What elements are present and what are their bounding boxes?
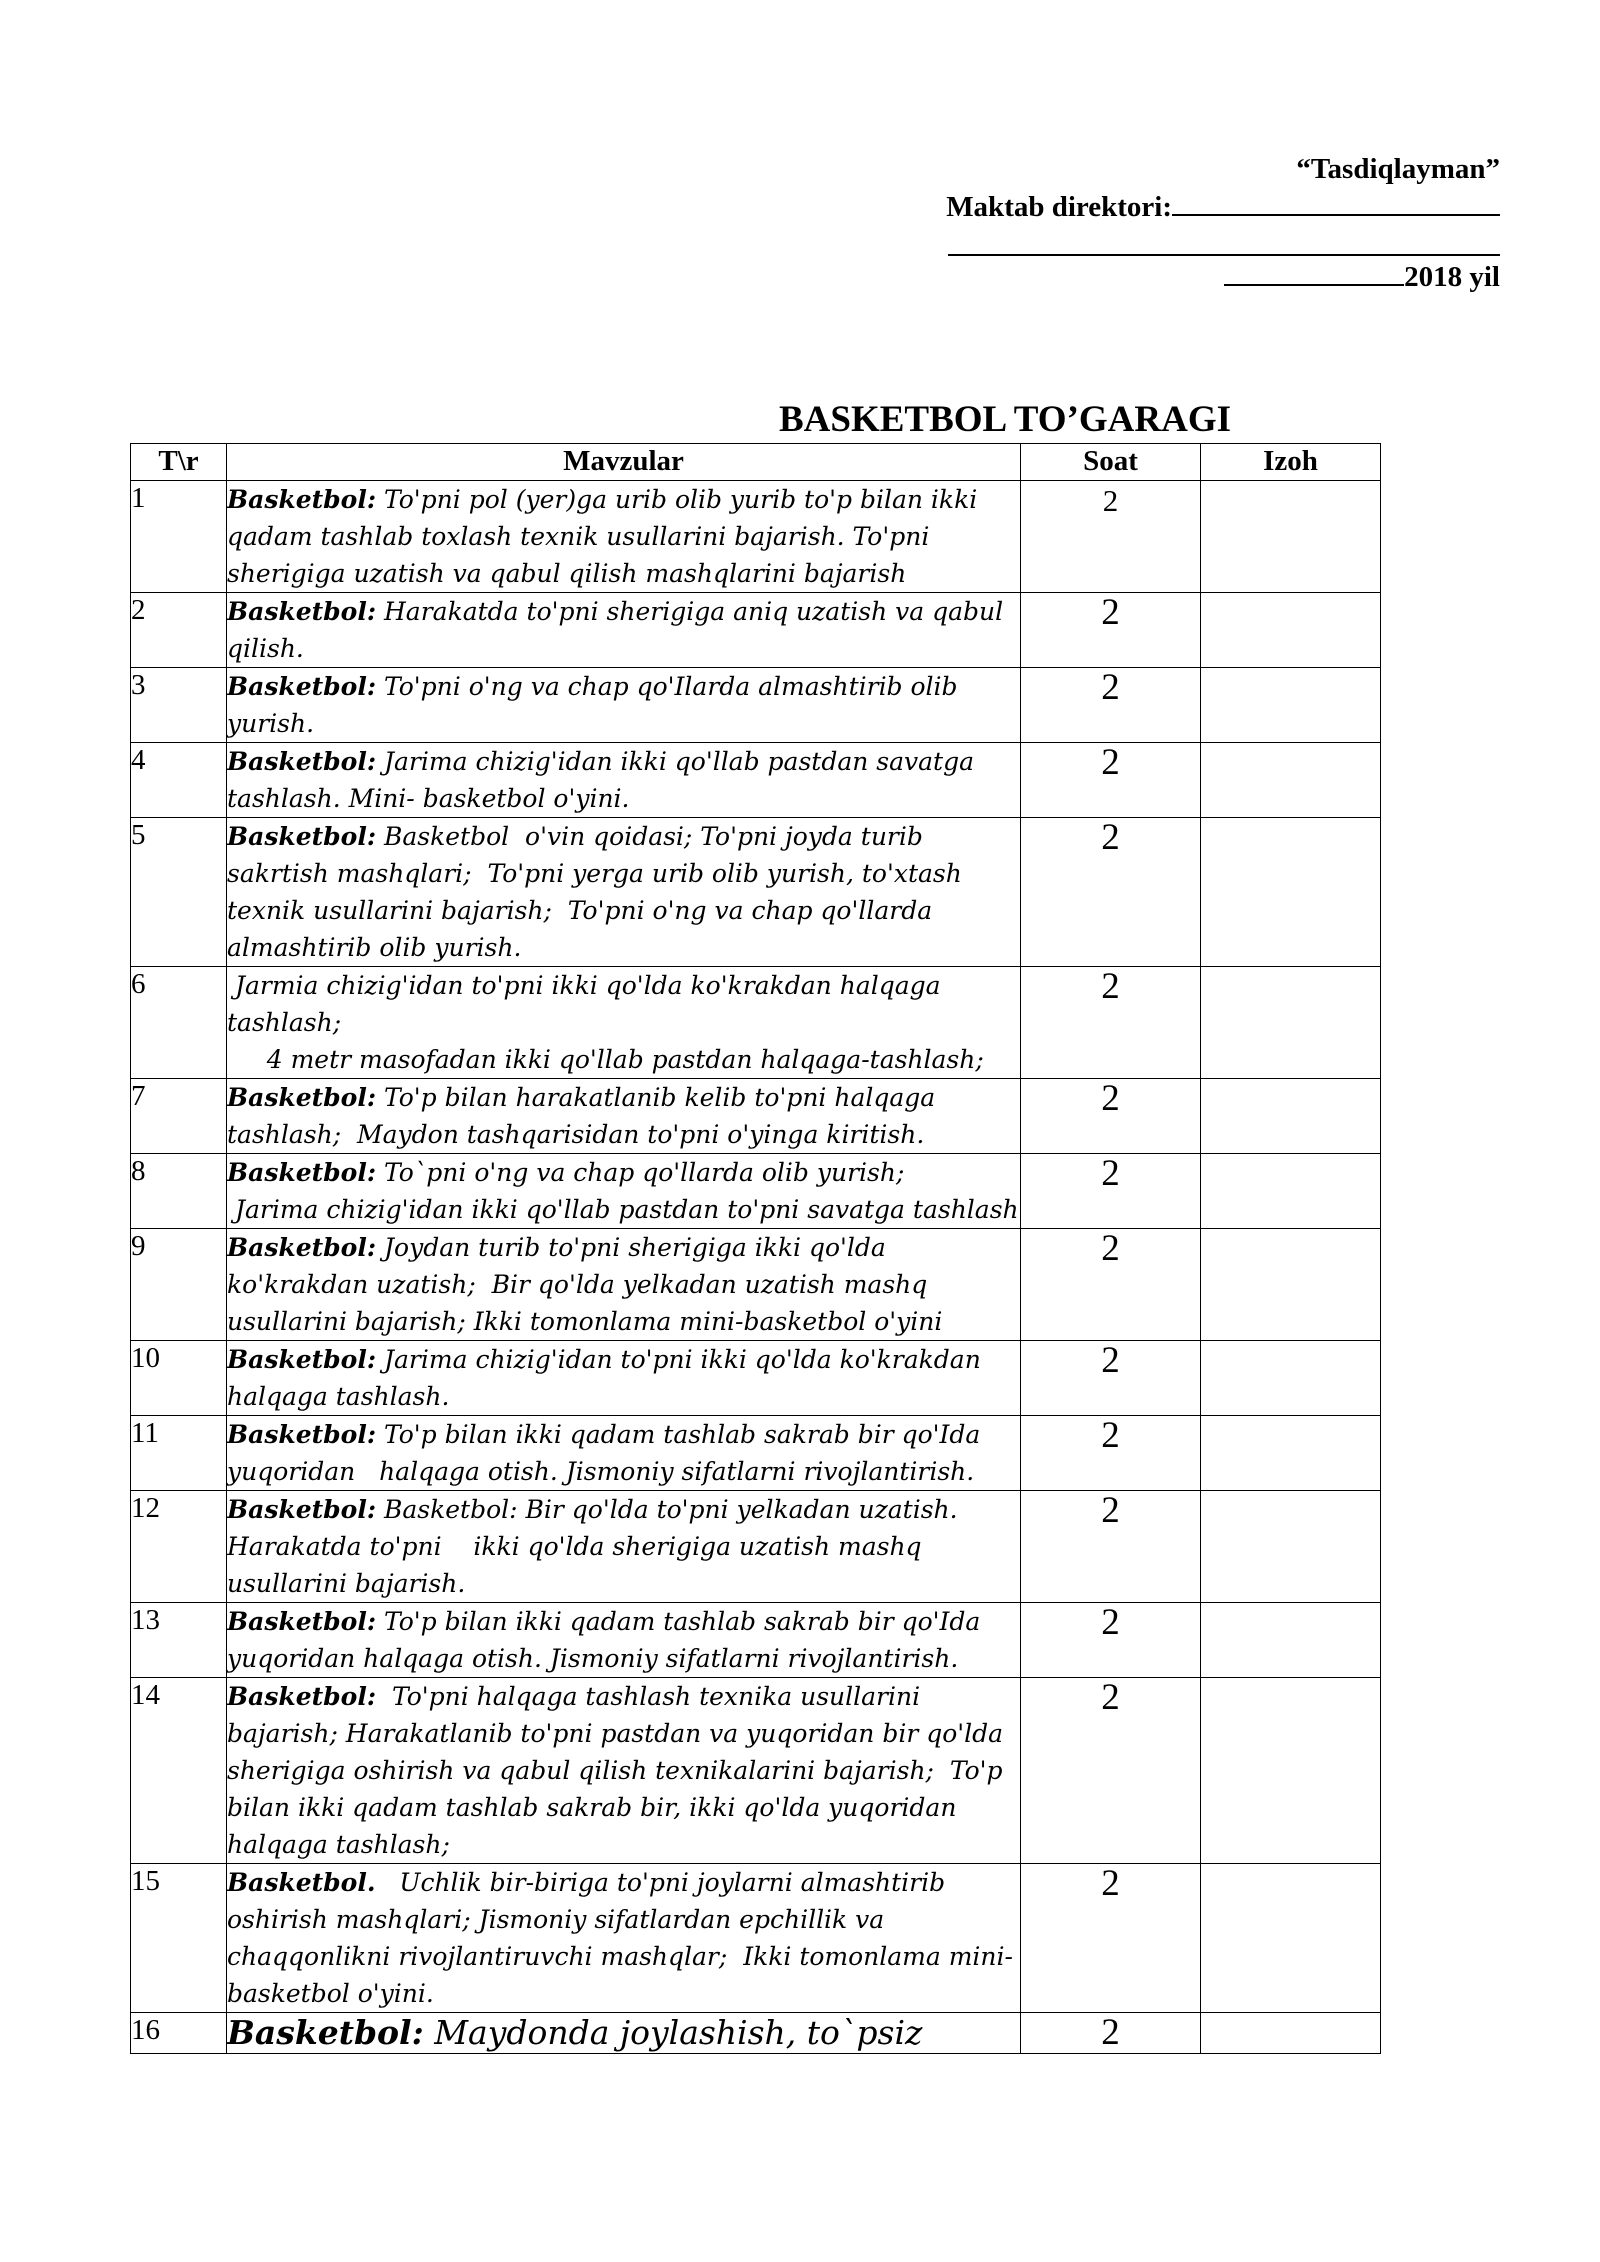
topic-prefix: Basketbol: <box>227 672 377 701</box>
row-topic <box>227 967 1021 1079</box>
row-topic <box>227 1864 1021 2013</box>
row-note <box>1201 1079 1381 1154</box>
row-hours: 2 <box>1021 1603 1201 1678</box>
topic-text: Harakatda to'pni sherigiga aniq uzatish va qabul qilish. <box>227 597 1012 663</box>
director-label: Maktab direktori: <box>946 191 1172 223</box>
table-row <box>131 1416 1381 1491</box>
row-hours: 2 <box>1021 1079 1201 1154</box>
topic-prefix: Basketbol: <box>227 1083 377 1112</box>
table-row <box>131 1079 1381 1154</box>
row-note <box>1201 1678 1381 1864</box>
row-topic <box>227 743 1021 818</box>
topic-prefix: Basketbol: <box>227 1345 377 1374</box>
topic-text: Jarima chizig'idan to'pni ikki qo'lda ko'krakdan halqaga tashlash. <box>227 1345 989 1411</box>
table-row <box>131 1491 1381 1603</box>
table-row <box>131 668 1381 743</box>
row-number: 8 <box>131 1154 227 1229</box>
topic-prefix: Basketbol: <box>227 1158 377 1187</box>
header-note: Izoh <box>1201 444 1381 481</box>
topic-text: To`pni o'ng va chap qo'llarda olib yurish; Jarima chizig'idan ikki qo'llab pastdan to'pni savatga tashlash <box>234 1158 1019 1224</box>
row-number: 6 <box>131 967 227 1079</box>
topic-prefix: Basketbol. <box>227 1868 376 1897</box>
table-row <box>131 818 1381 967</box>
topic-text: Maydonda joylashish, to`psiz <box>423 2013 923 2052</box>
row-hours: 2 <box>1021 593 1201 668</box>
year-blank <box>1224 284 1404 286</box>
table-row <box>131 593 1381 668</box>
topic-prefix: Basketbol: <box>227 1420 377 1449</box>
row-number: 5 <box>131 818 227 967</box>
table-header-row <box>131 444 1381 481</box>
row-topic <box>227 818 1021 967</box>
topic-text: To'pni pol (yer)ga urib olib yurib to'p bilan ikki qadam tashlab toxlash texnik usullarini bajarish. To'pni sherigiga uzatish va qabul qilish mashqlarini bajarish <box>227 485 986 588</box>
row-note <box>1201 1341 1381 1416</box>
topic-prefix: Basketbol: <box>227 822 377 851</box>
header-topics: Mavzular <box>227 444 1021 481</box>
row-topic <box>227 1229 1021 1341</box>
row-note <box>1201 1229 1381 1341</box>
approval-heading: “Tasdiqlayman” <box>1296 153 1500 185</box>
topic-text: Uchlik bir-biriga to'pni joylarni almashtirib oshirish mashqlari; Jismoniy sifatlardan epchillik va chaqqonlikni rivojlantiruvchi mashqlar; Ikki tomonlama mini-basketbol o'yini. <box>227 1868 1013 2008</box>
row-note <box>1201 668 1381 743</box>
row-hours: 2 <box>1021 1416 1201 1491</box>
row-number: 3 <box>131 668 227 743</box>
table-row <box>131 743 1381 818</box>
row-topic <box>227 1491 1021 1603</box>
topic-prefix: Basketbol: <box>227 1607 377 1636</box>
topic-text: Jarmia chizig'idan to'pni ikki qo'lda ko'krakdan halqaga tashlash; 4 metr masofadan ikki qo'llab pastdan halqaga-tashlash; <box>227 971 984 1074</box>
row-note <box>1201 1491 1381 1603</box>
approval-block <box>800 150 1500 296</box>
row-topic <box>227 1341 1021 1416</box>
topic-prefix: Basketbol: <box>227 1495 377 1524</box>
topics-table <box>130 443 1381 2054</box>
row-topic <box>227 1416 1021 1491</box>
row-number: 7 <box>131 1079 227 1154</box>
table-row <box>131 1864 1381 2013</box>
row-hours: 2 <box>1021 743 1201 818</box>
row-number: 9 <box>131 1229 227 1341</box>
header-hours: Soat <box>1021 444 1201 481</box>
topic-text: Basketbol: Bir qo'lda to'pni yelkadan uzatish. Harakatda to'pni ikki qo'lda sherigiga uzatish mashq usullarini bajarish. <box>227 1495 966 1598</box>
date-blank <box>948 226 1500 256</box>
year-line <box>800 258 1500 296</box>
row-number: 16 <box>131 2013 227 2054</box>
row-number: 14 <box>131 1678 227 1864</box>
row-note <box>1201 743 1381 818</box>
table-row <box>131 1229 1381 1341</box>
director-line <box>800 188 1500 226</box>
topic-text: To'pni halqaga tashlash texnika usullarini bajarish; Harakatlanib to'pni pastdan va yuqoridan bir qo'lda sherigiga oshirish va qabul qilish texnikalarini bajarish; To'p bilan ikki qadam tashlab sakrab bir, ikki qo'lda yuqoridan halqaga tashlash; <box>227 1682 1012 1859</box>
topic-prefix: Basketbol: <box>227 747 377 776</box>
row-hours: 2 <box>1021 2013 1201 2054</box>
table-row <box>131 1154 1381 1229</box>
topic-prefix: Basketbol: <box>227 485 377 514</box>
page-title: BASKETBOL TO’GARAGI <box>778 399 1232 440</box>
topic-text: Jarima chizig'idan ikki qo'llab pastdan savatga tashlash. Mini- basketbol o'yini. <box>227 747 982 813</box>
row-note <box>1201 1154 1381 1229</box>
topic-prefix: Basketbol: <box>227 1233 377 1262</box>
row-number: 10 <box>131 1341 227 1416</box>
row-topic <box>227 1678 1021 1864</box>
row-topic <box>227 1079 1021 1154</box>
row-hours: 2 <box>1021 668 1201 743</box>
topic-prefix: Basketbol: <box>227 597 377 626</box>
row-number: 2 <box>131 593 227 668</box>
topic-text: Basketbol o'vin qoidasi; To'pni joyda turib sakrtish mashqlari; To'pni yerga urib olib yurish, to'xtash texnik usullarini bajarish; To'pni o'ng va chap qo'llarda almashtirib olib yurish. <box>227 822 970 962</box>
row-hours: 2 <box>1021 1341 1201 1416</box>
row-note <box>1201 818 1381 967</box>
row-number: 1 <box>131 481 227 593</box>
topic-text: To'p bilan ikki qadam tashlab sakrab bir qo'Ida yuqoridan halqaga otish. Jismoniy sifatlarni rivojlantirish. <box>227 1420 989 1486</box>
row-topic <box>227 2013 1021 2054</box>
row-hours: 2 <box>1021 818 1201 967</box>
row-topic <box>227 668 1021 743</box>
year-label: 2018 yil <box>1404 261 1500 293</box>
director-signature-blank <box>1172 214 1500 216</box>
row-hours: 2 <box>1021 967 1201 1079</box>
row-topic <box>227 593 1021 668</box>
table-row <box>131 1678 1381 1864</box>
row-note <box>1201 593 1381 668</box>
row-number: 12 <box>131 1491 227 1603</box>
topic-prefix: Basketbol: <box>227 1682 377 1711</box>
row-note <box>1201 2013 1381 2054</box>
topic-prefix: Basketbol: <box>227 2013 424 2052</box>
row-note <box>1201 1864 1381 2013</box>
row-hours: 2 <box>1021 1678 1201 1864</box>
topic-text: To'p bilan harakatlanib kelib to'pni halqaga tashlash; Maydon tashqarisidan to'pni o'yinga kiritish. <box>227 1083 944 1149</box>
row-hours: 2 <box>1021 1229 1201 1341</box>
row-note <box>1201 481 1381 593</box>
date-blank-line <box>800 226 1500 258</box>
table-row <box>131 2013 1381 2054</box>
row-number: 11 <box>131 1416 227 1491</box>
row-hours: 2 <box>1021 1491 1201 1603</box>
row-hours: 2 <box>1021 1864 1201 2013</box>
row-number: 13 <box>131 1603 227 1678</box>
row-topic <box>227 1154 1021 1229</box>
row-number: 15 <box>131 1864 227 2013</box>
row-note <box>1201 967 1381 1079</box>
row-note <box>1201 1603 1381 1678</box>
table-row <box>131 1603 1381 1678</box>
topic-text: Joydan turib to'pni sherigiga ikki qo'lda ko'krakdan uzatish; Bir qo'lda yelkadan uzatish mashq usullarini bajarish; Ikki tomonlama mini-basketbol o'yini <box>227 1233 943 1336</box>
row-hours: 2 <box>1021 1154 1201 1229</box>
row-number: 4 <box>131 743 227 818</box>
table-body <box>131 481 1381 2054</box>
topic-text: To'pni o'ng va chap qo'Ilarda almashtirib olib yurish. <box>227 672 966 738</box>
table-row <box>131 1341 1381 1416</box>
table-row <box>131 481 1381 593</box>
topic-text: To'p bilan ikki qadam tashlab sakrab bir qo'Ida yuqoridan halqaga otish. Jismoniy sifatlarni rivojlantirish. <box>227 1607 989 1673</box>
header-number: T\r <box>131 444 227 481</box>
row-note <box>1201 1416 1381 1491</box>
row-hours: 2 <box>1021 481 1201 593</box>
table-row <box>131 967 1381 1079</box>
row-topic <box>227 481 1021 593</box>
row-topic <box>227 1603 1021 1678</box>
